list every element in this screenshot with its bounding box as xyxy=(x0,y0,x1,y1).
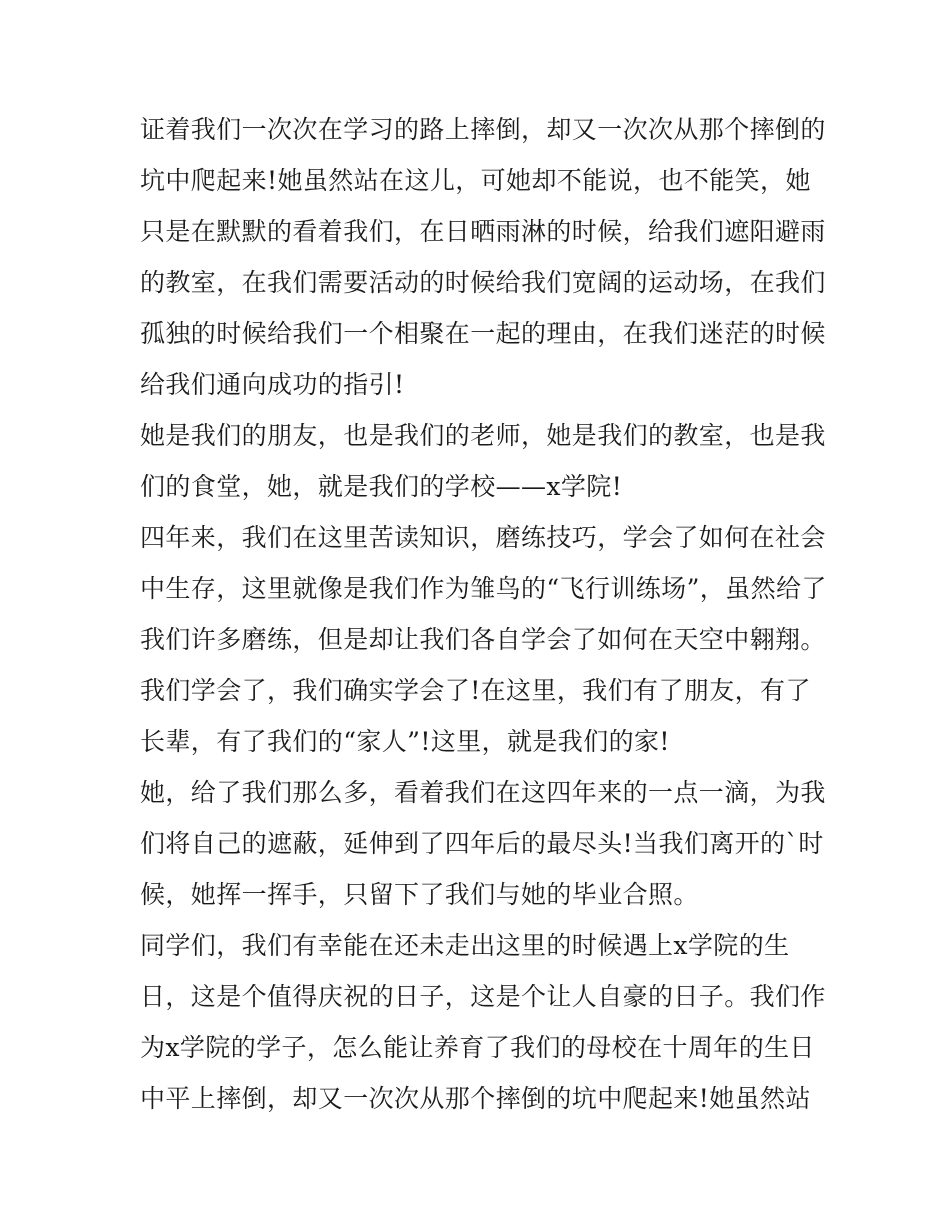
text-line: 证着我们一次次在学习的路上摔倒，却又一次次从那个摔倒的 xyxy=(140,115,826,144)
text-line: 们将自己的遮蔽，延伸到了四年后的最尽头!当我们离开的`时 xyxy=(140,829,824,858)
text-line: 日，这是个值得庆祝的日子，这是个让人自豪的日子。我们作 xyxy=(140,982,826,1011)
text-line: 同学们，我们有幸能在还未走出这里的时候遇上x学院的生 xyxy=(140,931,790,960)
text-line: 们的食堂，她，就是我们的学校——x学院! xyxy=(140,472,623,501)
text-line: 我们学会了，我们确实学会了!在这里，我们有了朋友，有了 xyxy=(140,676,811,705)
text-line: 坑中爬起来!她虽然站在这儿，可她却不能说，也不能笑，她 xyxy=(140,166,811,195)
text-line: 中生存，这里就像是我们作为雏鸟的“飞行训练场”，虽然给了 xyxy=(140,574,827,603)
text-line: 她，给了我们那么多，看着我们在这四年来的一点一滴，为我 xyxy=(140,778,826,807)
text-line: 四年来，我们在这里苦读知识，磨练技巧，学会了如何在社会 xyxy=(140,523,826,552)
text-line: 我们许多磨练，但是却让我们各自学会了如何在天空中翱翔。 xyxy=(140,625,826,654)
text-line: 她是我们的朋友，也是我们的老师，她是我们的教室，也是我 xyxy=(140,421,826,450)
text-line: 候，她挥一挥手，只留下了我们与她的毕业合照。 xyxy=(140,880,699,909)
text-line: 的教室，在我们需要活动的时候给我们宽阔的运动场，在我们 xyxy=(140,268,826,297)
text-line: 孤独的时候给我们一个相聚在一起的理由，在我们迷茫的时候 xyxy=(140,319,826,348)
text-line: 长辈，有了我们的“家人”!这里，就是我们的家! xyxy=(140,727,670,756)
text-line: 中平上摔倒，却又一次次从那个摔倒的坑中爬起来!她虽然站 xyxy=(140,1084,811,1113)
body-text xyxy=(140,104,827,1124)
text-line: 为x学院的学子，怎么能让养育了我们的母校在十周年的生日 xyxy=(140,1033,815,1062)
text-line: 给我们通向成功的指引! xyxy=(140,370,405,399)
text-line: 只是在默默的看着我们，在日晒雨淋的时候，给我们遮阳避雨 xyxy=(140,217,826,246)
